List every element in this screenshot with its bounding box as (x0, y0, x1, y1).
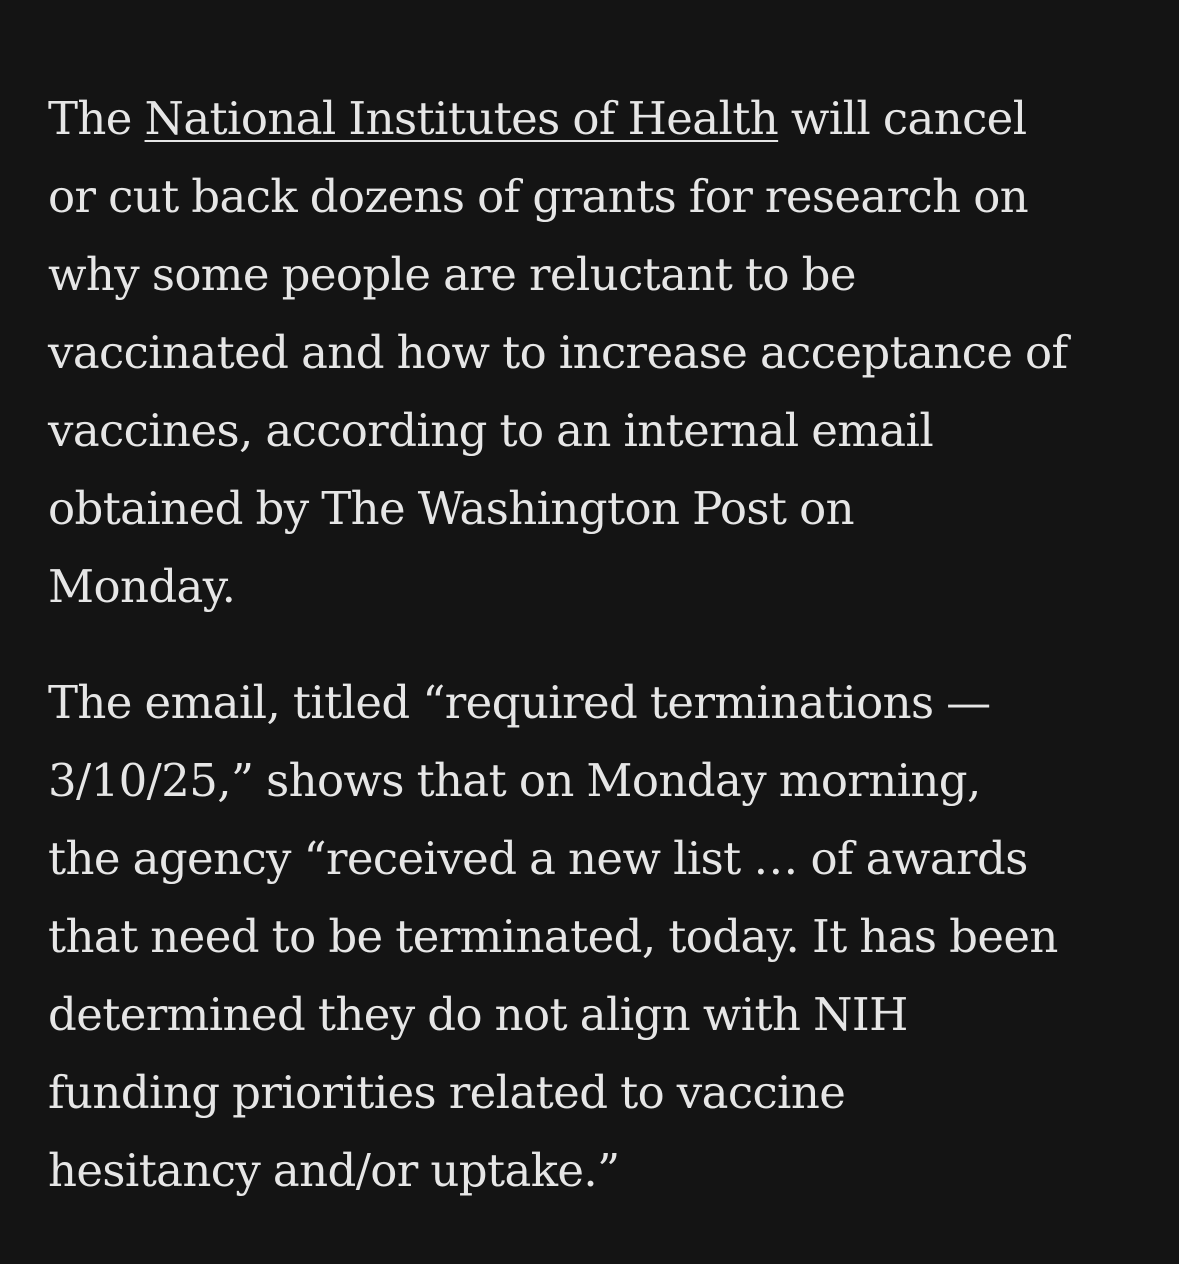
paragraph-2-line-6: funding priorities related to vaccine (48, 1066, 846, 1119)
paragraph-1-line-1 (48, 80, 1139, 158)
text-segment: The (48, 92, 145, 145)
paragraph-1-line-6: obtained by The Washington Post on (48, 482, 854, 535)
paragraph-1-line-4: vaccinated and how to increase acceptance of (48, 326, 1068, 379)
paragraph-2-line-5: determined they do not align with NIH (48, 988, 908, 1041)
paragraph-2-line-4: that need to be terminated, today. It has been (48, 910, 1058, 963)
text-segment: will cancel (778, 92, 1027, 145)
paragraph-1-line-7: Monday. (48, 560, 236, 613)
nih-link[interactable]: National Institutes of Health (144, 92, 779, 145)
paragraph-2-line-7: hesitancy and/or uptake.” (48, 1144, 620, 1197)
paragraph-2-line-2: 3/10/25,” shows that on Monday morning, (48, 754, 981, 807)
paragraph-2-line-3: the agency “received a new list … of awards (48, 832, 1028, 885)
paragraph-1 (48, 80, 1139, 626)
paragraph-1-line-5: vaccines, according to an internal email (48, 404, 934, 457)
paragraph-2-line-1: The email, titled “required terminations — (48, 676, 991, 729)
paragraph-1-line-2: or cut back dozens of grants for research on (48, 170, 1029, 223)
paragraph-1-line-3: why some people are reluctant to be (48, 248, 856, 301)
paragraph-2 (48, 664, 1139, 1210)
